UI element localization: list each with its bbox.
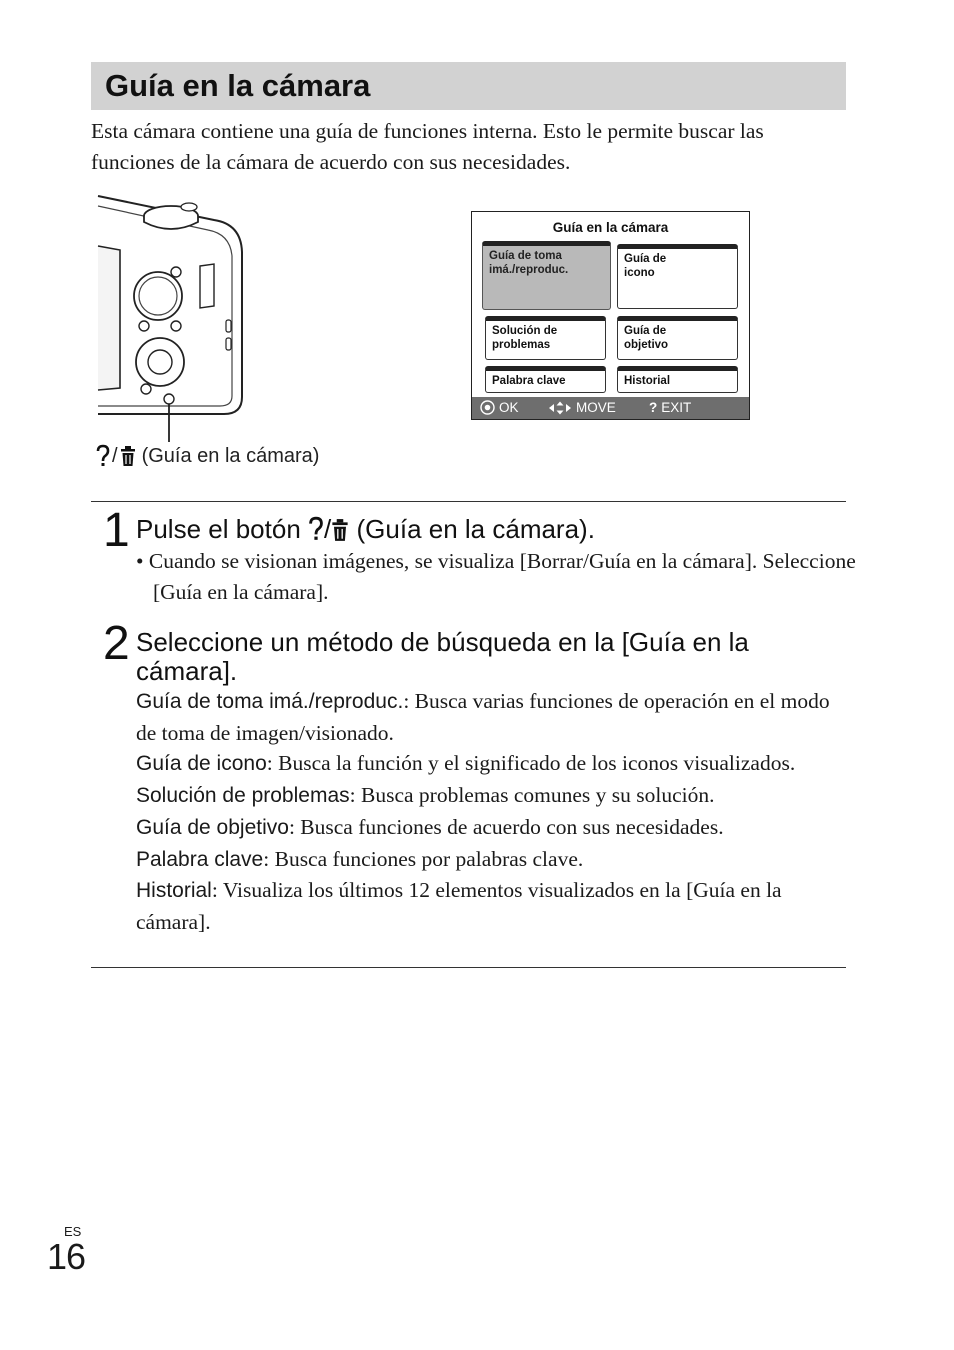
tile-icon-guide[interactable]: Guía de icono: [617, 244, 738, 309]
section-title-bar: [91, 62, 846, 110]
divider-bottom: [91, 967, 846, 968]
divider-top: [91, 501, 846, 502]
definition-term: Palabra clave: [136, 847, 264, 871]
definition-desc: : Busca problemas comunes y su solución.: [349, 783, 715, 808]
screen-control-bar: [472, 397, 749, 419]
definition-item: [136, 812, 846, 844]
step-1-heading: [136, 515, 595, 544]
screen-title: Guía en la cámara: [552, 220, 669, 235]
definition-item: [136, 875, 846, 937]
page-title: Guía en la cámara: [105, 68, 371, 103]
step-2-heading: Seleccione un método de búsqueda en la [Guía en la cámara].: [136, 627, 749, 686]
tile-troubleshooting[interactable]: Solución de problemas: [485, 316, 606, 360]
definition-term: Historial: [136, 879, 212, 903]
definition-term: Guía de toma imá./reproduc.: [136, 690, 404, 713]
control-wheel-icon: [480, 400, 495, 415]
move-label: MOVE: [576, 400, 616, 415]
camera-screen: [471, 211, 750, 420]
help-icon: [96, 444, 110, 468]
page-number: 16: [47, 1236, 86, 1277]
definition-desc: : Visualiza los últimos 12 elementos visualizados en la [Guía en la cámara].: [136, 878, 782, 934]
move-control: [548, 400, 616, 415]
step-1-bullet: • Cuando se visionan imágenes, se visualiza [Borrar/Guía en la cámara]. Seleccione [Guía en la cámara].: [136, 549, 856, 604]
step-1-number: 1: [103, 504, 130, 557]
caption-separator: /: [112, 444, 118, 467]
camera-illustration: [96, 192, 248, 442]
definition-desc: : Busca la función y el significado de los iconos visualizados.: [266, 751, 796, 776]
ok-label: OK: [499, 400, 519, 415]
help-icon: ?: [649, 400, 658, 415]
definition-desc: : Busca funciones de acuerdo con sus necesidades.: [288, 814, 724, 839]
trash-icon: [331, 518, 349, 542]
tile-objective-guide[interactable]: Guía de objetivo: [617, 316, 738, 360]
step-1-head-after: (Guía en la cámara).: [356, 514, 595, 544]
definition-item: [136, 748, 846, 780]
caption-text: (Guía en la cámara): [141, 444, 320, 467]
step-2-number: 2: [103, 617, 130, 670]
ok-control: [480, 400, 519, 415]
head-separator: /: [324, 514, 332, 544]
intro-paragraph: Esta cámara contiene una guía de funciones interna. Esto le permite buscar las funciones de la cámara de acuerdo con sus necesidades.: [91, 119, 764, 174]
help-icon: [308, 516, 324, 542]
page-language: ES: [64, 1224, 82, 1239]
definition-term: Guía de icono: [136, 752, 267, 776]
definition-list: [136, 686, 846, 938]
exit-control: [649, 400, 691, 415]
trash-icon: [120, 445, 136, 467]
definition-item: [136, 844, 846, 876]
arrows-icon: [548, 401, 572, 415]
definition-desc: : Busca varias funciones de operación en el modo de toma de imagen/visionado.: [136, 689, 830, 745]
definition-item: [136, 686, 846, 748]
tile-keyword[interactable]: Palabra clave: [485, 366, 606, 393]
tile-history[interactable]: Historial: [617, 366, 738, 393]
camera-button-caption: [96, 444, 319, 468]
definition-desc: : Busca funciones por palabras clave.: [263, 846, 584, 871]
definition-item: [136, 780, 846, 812]
exit-label: EXIT: [661, 400, 692, 415]
definition-term: Guía de objetivo: [136, 815, 289, 839]
tile-shooting-guide[interactable]: Guía de toma imá./reproduc.: [482, 241, 611, 310]
definition-term: Solución de problemas: [136, 784, 350, 808]
step-1-head-before: Pulse el botón: [136, 514, 301, 544]
